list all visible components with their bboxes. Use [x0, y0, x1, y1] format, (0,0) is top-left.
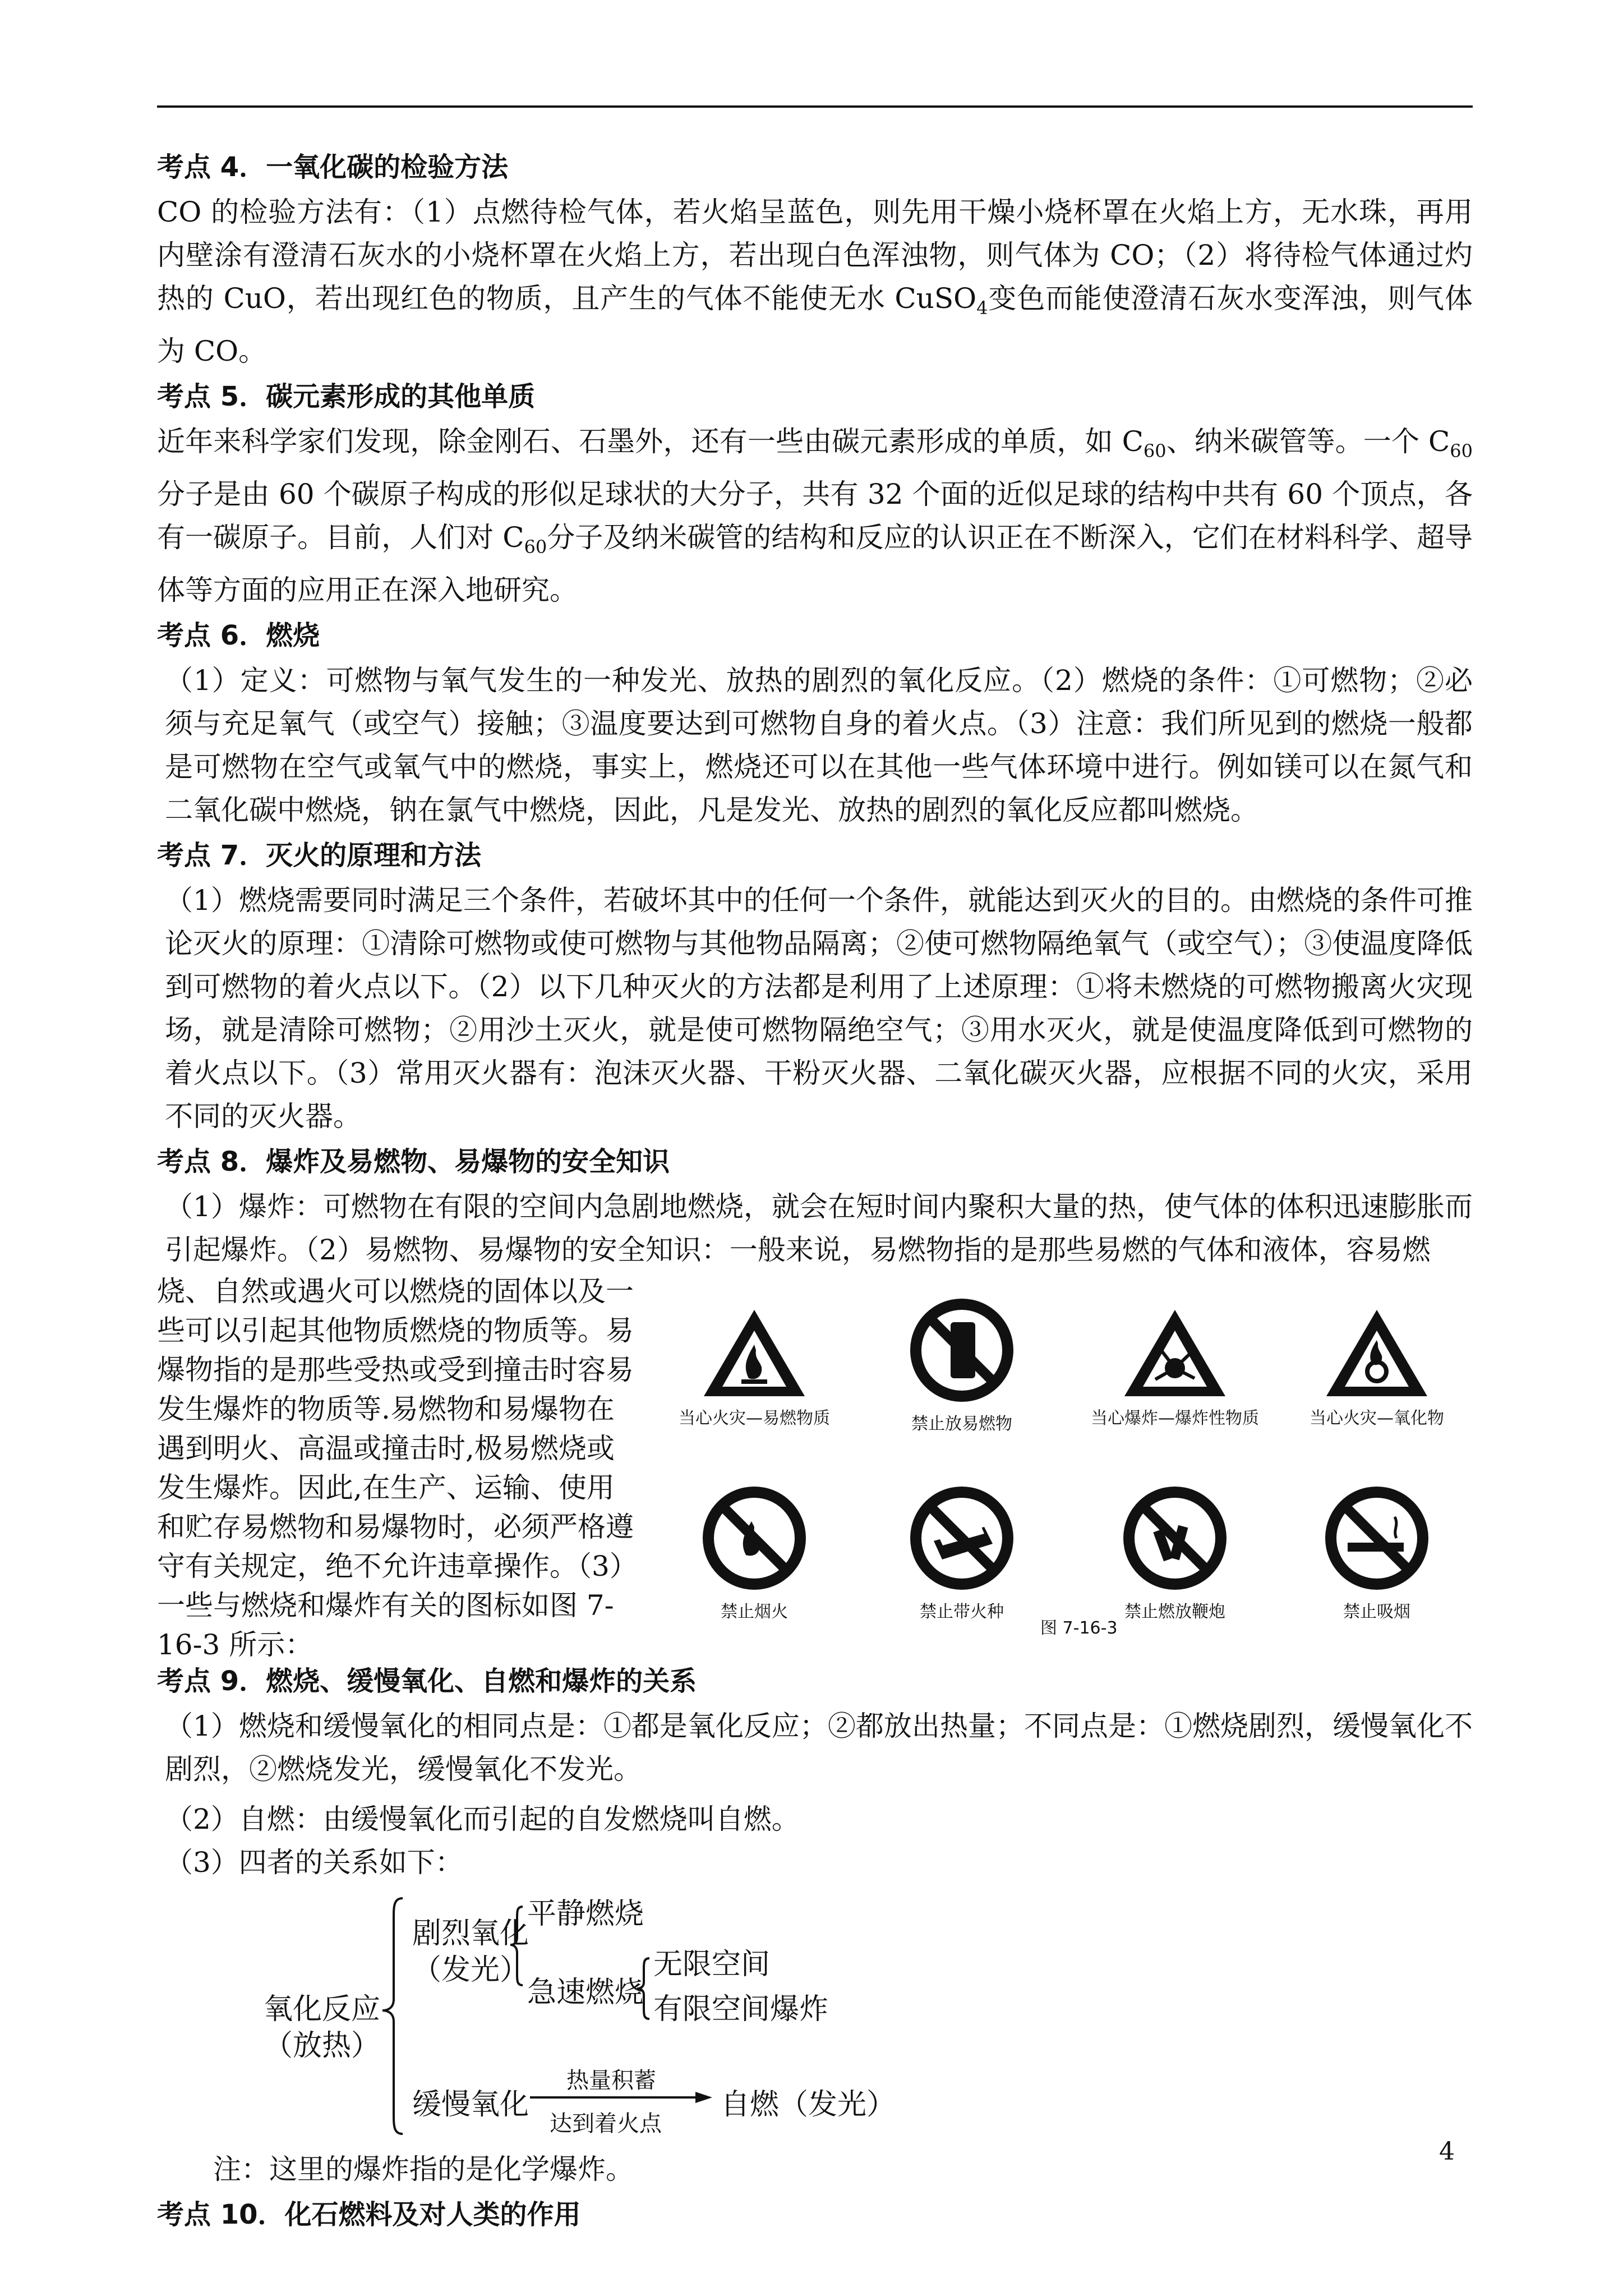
- section-8-text-top: （1）爆炸：可燃物在有限的空间内急剧地燃烧，就会在短时间内聚积大量的热，使气体的体积迅速膨胀而引起爆炸。（2）易燃物、易爆物的安全知识：一般来说，易燃物指的是那些易燃的气体和液体，容易燃: [165, 1190, 1473, 1266]
- sign-explosive: [1074, 1305, 1276, 1474]
- no-fire-icon: [698, 1482, 810, 1594]
- diagram-rapid: 急速燃烧: [527, 1976, 644, 2009]
- diagram-violent-sub: （发光）: [412, 1953, 529, 1987]
- section-8-title: 考点 8．爆炸及易燃物、易爆物的安全知识: [157, 1146, 670, 1177]
- oxidizer-warning-icon: [1324, 1305, 1430, 1401]
- diagram-arrow-bottom: 达到着火点: [550, 2111, 662, 2137]
- sign-no-smoking: [1276, 1482, 1478, 1650]
- section-9-p3: （3）四者的关系如下：: [165, 1846, 463, 1879]
- sign-caption: 禁止燃放鞭炮: [1124, 1602, 1225, 1622]
- sign-no-kindling: [861, 1482, 1063, 1650]
- safety-signs-figure: [653, 1272, 1467, 1638]
- section-4-title: 考点 4．一氧化碳的检验方法: [157, 151, 509, 183]
- sign-caption: 当心火灾—氧化物: [1310, 1409, 1444, 1428]
- sign-caption: 禁止吸烟: [1343, 1602, 1410, 1622]
- sign-caption: 禁止放易燃物: [911, 1414, 1012, 1434]
- sign-caption: 当心火灾—易燃物质: [679, 1409, 830, 1428]
- page-number: 4: [1439, 2137, 1455, 2166]
- diagram-root-sub: （放热）: [264, 2029, 381, 2063]
- no-firecrackers-icon: [1119, 1482, 1231, 1594]
- section-5-title: 考点 5．碳元素形成的其他单质: [157, 381, 536, 412]
- diagram-violent: 剧烈氧化: [412, 1917, 529, 1950]
- section-10-title: 考点 10．化石燃料及对人类的作用: [157, 2199, 581, 2230]
- diagram-self: 自燃（发光）: [721, 2088, 896, 2122]
- page-content: [157, 150, 1473, 2238]
- section-5-text: 近年来科学家们发现，除金刚石、石墨外，还有一些由碳元素形成的单质，如 $C_{60}$、纳米碳管等。一个 $C_{60}$分子是由 60 个碳原子构成的形似足球状的大分子，共有 32 个面的近似足球的结构中共有 60 个顶点，各有一碳原子。目前，人们对 $C_{60}$分子及纳米碳管的结构和反应的认识正在不断深入，它们在材料科学、超导体等方面的应用正在深入地研究。: [157, 425, 1473, 606]
- header-rule: [157, 105, 1473, 108]
- diagram-slow: 缓慢氧化: [412, 2088, 529, 2122]
- no-smoking-icon: [1321, 1482, 1433, 1594]
- no-kindling-icon: [906, 1482, 1018, 1594]
- explosive-warning-icon: [1122, 1305, 1228, 1401]
- section-7-title: 考点 7．灭火的原理和方法: [157, 840, 482, 871]
- diagram-unlimited: 无限空间: [653, 1948, 771, 1981]
- section-6-title: 考点 6．燃烧: [157, 620, 320, 651]
- section-9-p1: （1）燃烧和缓慢氧化的相同点是：①都是氧化反应；②都放出热量；不同点是：①燃烧剧烈，缓慢氧化不剧烈，②燃烧发光，缓慢氧化不发光。: [165, 1710, 1473, 1786]
- sign-caption: 禁止烟火: [721, 1602, 788, 1622]
- section-9-title: 考点 9．燃烧、缓慢氧化、自燃和爆炸的关系: [157, 1665, 697, 1697]
- sign-no-flammables: [861, 1294, 1063, 1462]
- section-7-text: （1）燃烧需要同时满足三个条件，若破坏其中的任何一个条件，就能达到灭火的目的。由燃烧的条件可推论灭火的原理：①清除可燃物或使可燃物与其他物品隔离；②使可燃物隔绝氧气（或空气）；③使温度降低到可燃物的着火点以下。（2）以下几种灭火的方法都是利用了上述原理：①将未燃烧的可燃物搬离火灾现场，就是清除可燃物；②用沙土灭火，就是使可燃物隔绝空气；③用水灭火，就是使温度降低到可燃物的着火点以下。（3）常用灭火器有：泡沫灭火器、干粉灭火器、二氧化碳灭火器，应根据不同的火灾，采用不同的灭火器。: [165, 884, 1473, 1133]
- no-flammables-icon: [906, 1294, 1018, 1406]
- diagram-arrow-top: 热量积蓄: [566, 2068, 656, 2093]
- section-6-text: （1）定义：可燃物与氧气发生的一种发光、放热的剧烈的氧化反应。（2）燃烧的条件：①可燃物；②必须与充足氧气（或空气）接触；③温度要达到可燃物自身的着火点。（3）注意：我们所见到的燃烧一般都是可燃物在空气或氧气中的燃烧，事实上，燃烧还可以在其他一些气体环境中进行。例如镁可以在氮气和二氧化碳中燃烧，钠在氯气中燃烧，因此，凡是发光、放热的剧烈的氧化反应都叫燃烧。: [165, 664, 1473, 826]
- section-9-p2: （2）自燃：由缓慢氧化而引起的自发燃烧叫自燃。: [165, 1803, 800, 1835]
- section-8-text-side: 烧、自然或遇火可以燃烧的固体以及一些可以引起其他物质燃烧的物质等。易爆物指的是那些受热或受到撞击时容易发生爆炸的物质等.易燃物和易爆物在遇到明火、高温或撞击时,极易燃烧或发生爆炸。因此,在生产、运输、使用和贮存易燃物和易爆物时，必须严格遵守有关规定，绝不允许违章操作。（3）一些与燃烧和爆炸有关的图标如图 7-16-3 所示：: [157, 1275, 634, 1661]
- figure-caption: 图 7-16-3: [1040, 1618, 1118, 1638]
- sign-flammable: [653, 1305, 855, 1474]
- section-9-note: 注：这里的爆炸指的是化学爆炸。: [213, 2153, 634, 2185]
- diagram-root: 氧化反应: [264, 1993, 381, 2026]
- sign-oxidizer: [1276, 1305, 1478, 1474]
- oxidation-relationship-diagram: [264, 1884, 1473, 2148]
- diagram-calm: 平静燃烧: [527, 1897, 644, 1931]
- section-4-text: CO 的检验方法有：（1）点燃待检气体，若火焰呈蓝色，则先用干燥小烧杯罩在火焰上方，无水珠，再用内壁涂有澄清石灰水的小烧杯罩在火焰上方，若出现白色浑浊物，则气体为 CO；（2）将待检气体通过灼热的 CuO，若出现红色的物质，且产生的气体不能使无水 CuSO$_4$变色而能使澄清石灰水变浑浊，则气体为 CO。: [157, 196, 1473, 367]
- diagram-limited: 有限空间爆炸: [653, 1993, 829, 2026]
- flammable-warning-icon: [701, 1305, 808, 1401]
- section-8-flow: [157, 1272, 1473, 1664]
- sign-caption: 当心爆炸—爆炸性物质: [1091, 1409, 1259, 1428]
- sign-no-fire: [653, 1482, 855, 1650]
- sign-caption: 禁止带火种: [920, 1602, 1004, 1622]
